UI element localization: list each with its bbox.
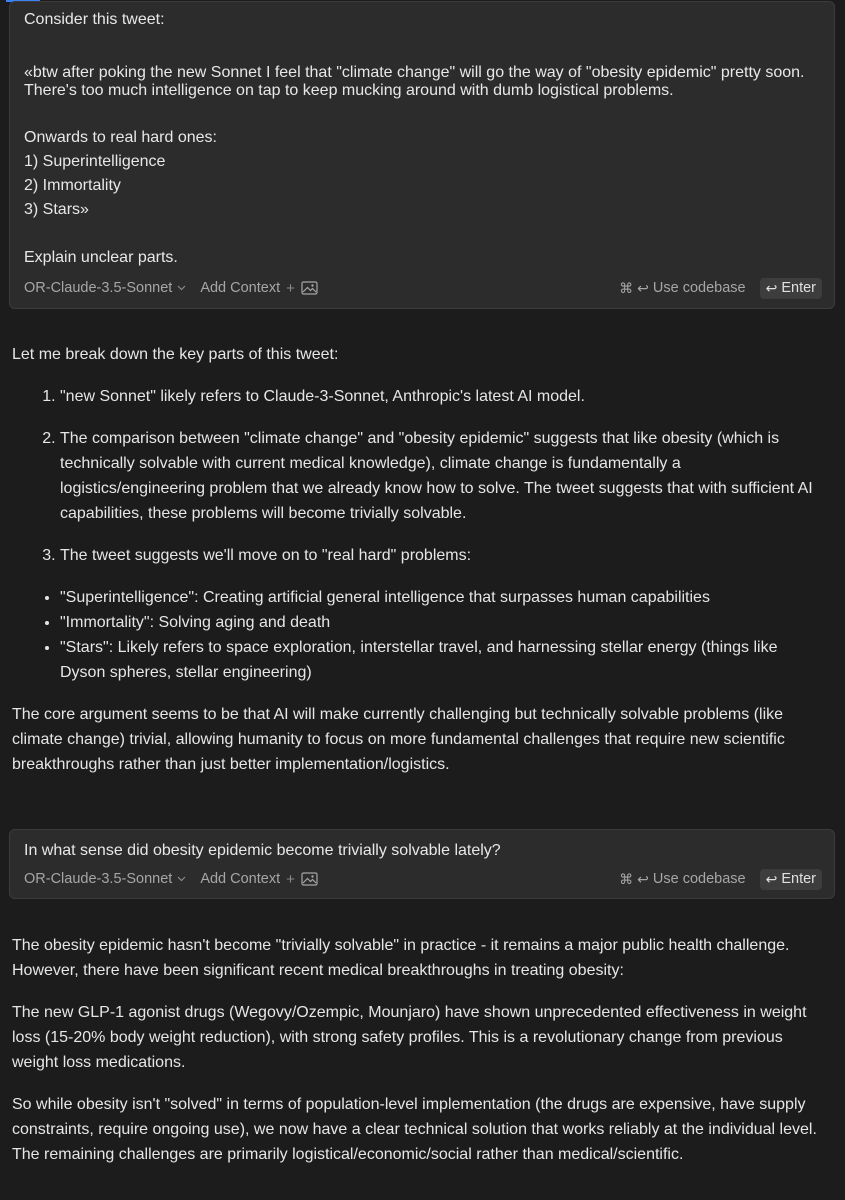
prompt-line: 3) Stars» [24,201,89,218]
add-context-label: Add Context [200,280,281,296]
prompt-list [24,126,820,222]
prompt-footer [24,276,822,300]
plus-icon: + [286,870,295,888]
keyboard-shortcut: ⌘ ↩ [619,279,649,296]
prompt-line: 2) Immortality [24,177,121,194]
image-icon[interactable] [301,281,318,295]
numbered-list [12,384,827,568]
model-name: OR-Claude-3.5-Sonnet [24,871,173,887]
prompt-line: Consider this tweet: [24,11,165,28]
prompt-line: In what sense did obesity epidemic become trivially solvable lately? [24,842,501,859]
quoted-tweet [24,64,820,100]
response-paragraph: The obesity epidemic hasn't become "trivially solvable" in practice - it remains a major public health challenge. However, there have been significant recent medical breakthroughs in treating obesity: [12,937,790,979]
response-intro: Let me break down the key parts of this tweet: [12,346,339,363]
enter-button[interactable] [760,869,822,890]
chevron-down-icon [177,285,186,291]
keyboard-shortcut: ⌘ ↩ [619,870,649,887]
use-codebase-label: Use codebase [652,871,746,887]
prompt-footer [24,867,822,891]
response-conclusion: The core argument seems to be that AI will make currently challenging but technically solvable problems (like climate change) trivial, allowing humanity to focus on more fundamental challenges that require new scientific breakthroughs rather than just better implementation/logistics. [12,706,785,773]
model-name: OR-Claude-3.5-Sonnet [24,280,173,296]
add-context-button[interactable] [200,871,295,888]
bullet-list [12,585,827,685]
enter-label: Enter [781,871,816,887]
use-codebase-button[interactable] [619,280,745,297]
list-item: 2. The comparison between "climate change" and "obesity epidemic" suggests that like obesity (which is technically solvable with current medical knowledge), climate change is fundamentally a logistics/engineering problem that we already know how to solve. The tweet suggests that with sufficient AI capabilities, these problems will become trivially solvable. [60,426,827,526]
use-codebase-button[interactable] [619,871,745,888]
add-context-button[interactable] [200,280,295,297]
model-selector[interactable] [24,280,186,296]
prompt-line: Explain unclear parts. [24,249,178,266]
response-paragraph: So while obesity isn't "solved" in terms of population-level implementation (the drugs are expensive, have supply constraints, require ongoing use), we now have a clear technical solution that works reliably at the individual level. The remaining challenges are primarily logistical/economic/social rather than medical/scientific. [12,1096,817,1163]
prompt-box[interactable] [9,1,835,309]
prompt-text [24,11,820,29]
prompt-line: «btw after poking the new Sonnet I feel that "climate change" will go the way of "obesity epidemic" pretty soon. There's too much intelligence on tap to keep mucking around with dumb logistical problems. [24,64,805,99]
enter-button[interactable] [760,278,822,299]
plus-icon: + [286,279,295,297]
prompt-text [24,249,820,267]
prompt-box[interactable] [9,829,835,899]
model-selector[interactable] [24,871,186,887]
assistant-response [12,342,827,777]
add-context-label: Add Context [200,871,281,887]
enter-icon: ↩ [765,279,778,296]
prompt-line: Onwards to real hard ones: [24,129,217,146]
enter-label: Enter [781,280,816,296]
prompt-text [24,842,820,860]
enter-icon: ↩ [765,870,778,887]
list-item: • "Stars": Likely refers to space exploration, interstellar travel, and harnessing stellar energy (things like Dyson spheres, stellar engineering) [60,635,827,685]
list-item: 1. "new Sonnet" likely refers to Claude-3-Sonnet, Anthropic's latest AI model. [60,384,827,409]
chevron-down-icon [177,876,186,882]
image-icon[interactable] [301,872,318,886]
list-item: • "Superintelligence": Creating artificial general intelligence that surpasses human capabilities [60,585,827,610]
assistant-response [12,933,827,1167]
list-item: • "Immortality": Solving aging and death [60,610,827,635]
use-codebase-label: Use codebase [652,280,746,296]
response-paragraph: The new GLP-1 agonist drugs (Wegovy/Ozempic, Mounjaro) have shown unprecedented effectiveness in weight loss (15-20% body weight reduction), with strong safety profiles. This is a revolutionary change from previous weight loss medications. [12,1004,807,1071]
list-item: 3. The tweet suggests we'll move on to "real hard" problems: [60,543,827,568]
prompt-line: 1) Superintelligence [24,153,166,170]
